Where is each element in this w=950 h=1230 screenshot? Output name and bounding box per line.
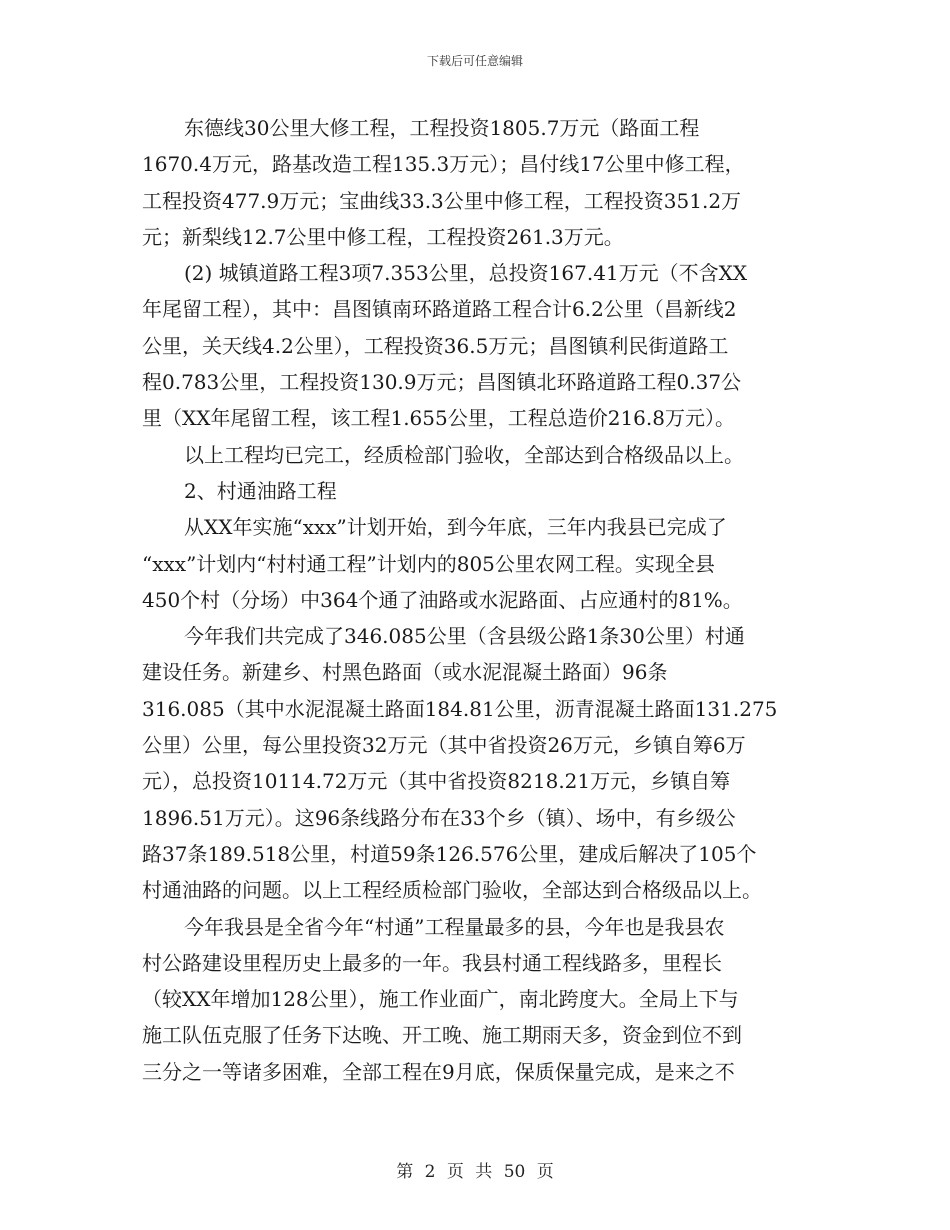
text-line: 元；新梨线12.7公里中修工程，工程投资261.3万元。 xyxy=(142,224,624,249)
text-line: 今年我们共完成了346.085公里（含县级公路1条30公里）村通 xyxy=(184,624,745,649)
text-line: 元），总投资10114.72万元（其中省投资8218.21万元，乡镇自筹 xyxy=(142,769,731,794)
text-line: 公里）公里，每公里投资32万元（其中省投资26万元，乡镇自筹6万 xyxy=(142,733,746,758)
page-number-footer: 第 2 页 共 50 页 xyxy=(396,1162,554,1182)
text-line: 450个村（分场）中364个通了油路或水泥路面、占应通村的81%。 xyxy=(142,587,743,612)
text-line: 路37条189.518公里，村道59条126.576公里，建成后解决了105个 xyxy=(142,841,757,866)
text-line: 三分之一等诸多困难，全部工程在9月底，保质保量完成，是来之不 xyxy=(142,1059,735,1084)
text-line: 从XX年实施“xxx”计划开始，到今年底，三年内我县已完成了 xyxy=(184,515,727,540)
text-line: 施工队伍克服了任务下达晚、开工晚、施工期雨天多，资金到位不到 xyxy=(142,1023,742,1048)
text-line: 年尾留工程），其中：昌图镇南环路道路工程合计6.2公里（昌新线2 xyxy=(142,297,737,322)
text-line: 里（XX年尾留工程，该工程1.655公里，工程总造价216.8万元）。 xyxy=(142,406,735,431)
text-line: 工程投资477.9万元；宝曲线33.3公里中修工程，工程投资351.2万 xyxy=(142,188,742,213)
text-line: 1896.51万元）。这96条线路分布在33个乡（镇）、场中，有乡级公 xyxy=(142,805,736,830)
text-line: 今年我县是全省今年“村通”工程量最多的县，今年也是我县农 xyxy=(184,914,725,939)
page-header: 下载后可任意编辑 xyxy=(426,54,523,68)
text-line: 建设任务。新建乡、村黑色路面（或水泥混凝土路面）96条 xyxy=(142,660,668,685)
text-line: 1670.4万元，路基改造工程135.3万元）；昌付线17公里中修工程， xyxy=(142,152,745,177)
text-line: “xxx”计划内“村村通工程”计划内的805公里农网工程。实现全县 xyxy=(142,551,715,576)
text-line: 村公路建设里程历史上最多的一年。我县村通工程线路多，里程长 xyxy=(142,950,722,975)
document-body xyxy=(142,110,812,1090)
text-line: 以上工程均已完工，经质检部门验收，全部达到合格级品以上。 xyxy=(184,442,744,467)
text-line: 村通油路的问题。以上工程经质检部门验收，全部达到合格级品以上。 xyxy=(142,878,762,903)
text-line: (2) 城镇道路工程3项7.353公里，总投资167.41万元（不含XX xyxy=(184,261,748,286)
text-line: 程0.783公里，工程投资130.9万元；昌图镇北环路道路工程0.37公 xyxy=(142,370,742,395)
text-line: （较XX年增加128公里），施工作业面广，南北跨度大。全局上下与 xyxy=(142,987,739,1012)
text-line: 2、村通油路工程 xyxy=(184,478,337,503)
text-line: 公里，关天线4.2公里），工程投资36.5万元；昌图镇利民街道路工 xyxy=(142,333,729,358)
text-line: 东德线30公里大修工程，工程投资1805.7万元（路面工程 xyxy=(184,116,700,140)
text-line: 316.085（其中水泥混凝土路面184.81公里，沥青混凝土路面131.275 xyxy=(142,696,778,721)
